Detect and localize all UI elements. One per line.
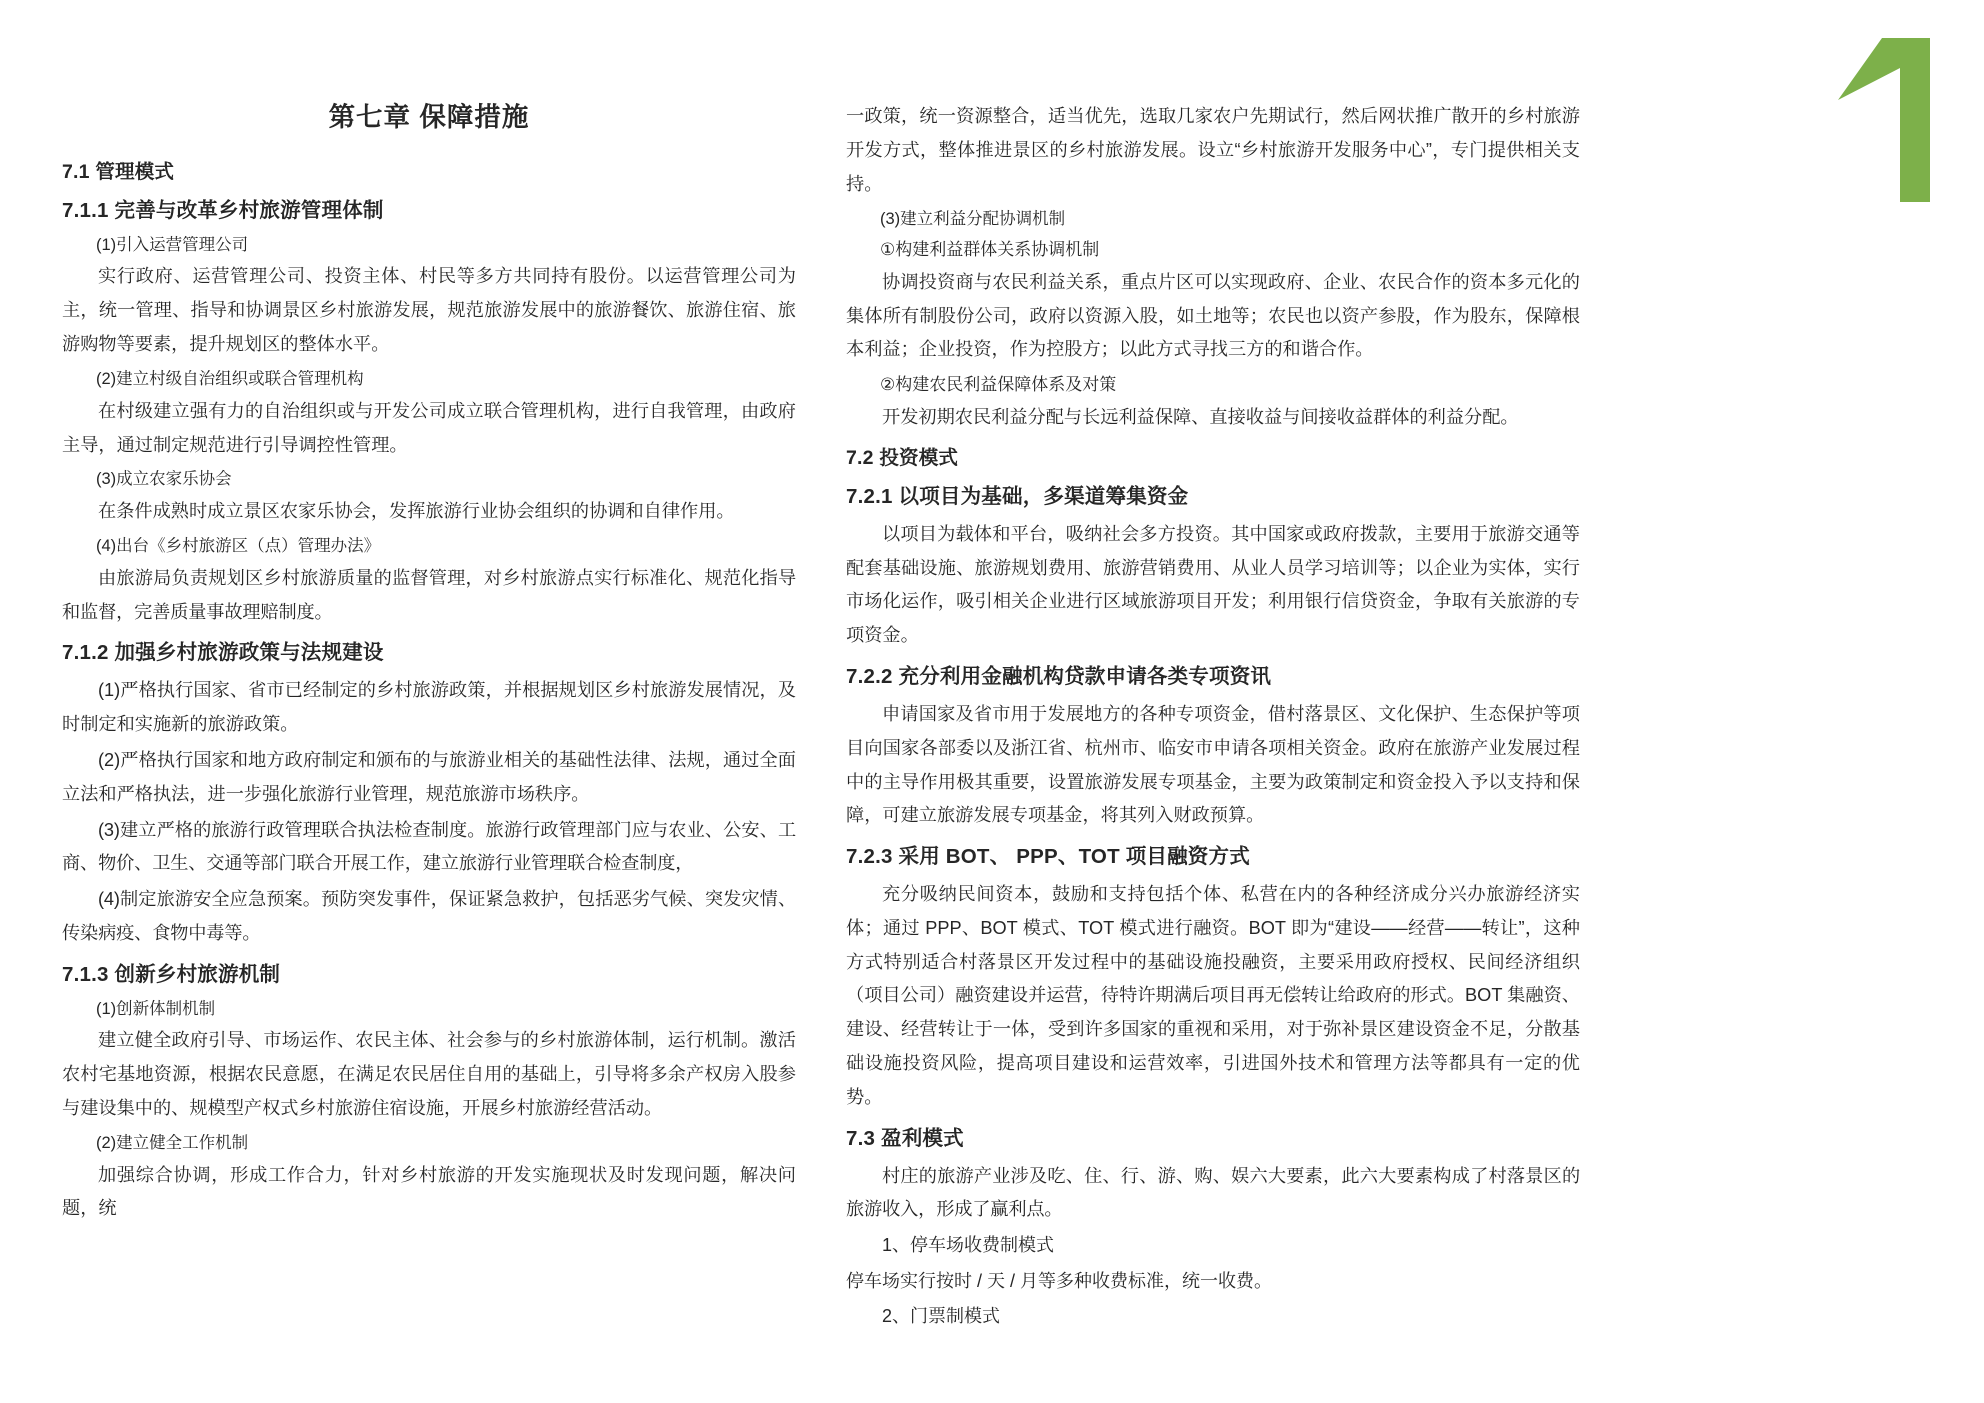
heading-7-1: 7.1 管理模式 xyxy=(62,160,175,183)
paragraph-continuation: 一政策，统一资源整合，适当优先，选取几家农户先期试行，然后网状推广散开的乡村旅游开发方式，整体推进景区的乡村旅游发展。设立“乡村旅游开发服务中心”，专门提供相关支持。 xyxy=(846,106,1580,194)
heading-7-2-1: 7.2.1 以项目为基础，多渠道筹集资金 xyxy=(846,484,1189,508)
right-circled-item-2: ②构建农民利益保障体系及对策 xyxy=(880,375,1117,395)
list-item-2: (2)建立村级自治组织或联合管理机构 xyxy=(96,370,364,389)
heading-7-3: 7.3 盈利模式 xyxy=(846,1126,964,1150)
right-paragraph-3: 以项目为载体和平台，吸纳社会多方投资。其中国家或政府拨款，主要用于旅游交通等配套基础设施、旅游规划费用、旅游营销费用、从业人员学习培训等；以企业为实体，实行市场化运作，吸引相关企业进行区域旅游项目开发；利用银行信贷资金，争取有关旅游的专项资金。 xyxy=(846,523,1580,646)
page-title: 第七章 保障措施 xyxy=(328,102,530,132)
right-list-item-3: (3)建立利益分配协调机制 xyxy=(880,209,1066,228)
paragraph-10: 加强综合协调，形成工作合力，针对乡村旅游的开发实施现状及时发现问题，解决问题，统 xyxy=(62,1164,796,1219)
heading-7-1-1: 7.1.1 完善与改革乡村旅游管理体制 xyxy=(62,199,384,223)
paragraph-6: (2)严格执行国家和地方政府制定和颁布的与旅游业相关的基础性法律、法规，通过全面立法和严格执法，进一步强化旅游行业管理，规范旅游市场秩序。 xyxy=(62,749,796,804)
list-item-6: (2)建立健全工作机制 xyxy=(96,1133,249,1152)
list-item-5: (1)创新体制机制 xyxy=(96,999,216,1018)
profit-mode-item-2: 2、门票制模式 xyxy=(882,1306,1001,1327)
paragraph-9: 建立健全政府引导、市场运作、农民主体、社会参与的乡村旅游体制，运行机制。激活农村宅基地资源，根据农民意愿，在满足农民居住自用的基础上，引导将多余产权房入股参与建设集中的、规模型产权式乡村旅游住宿设施，开展乡村旅游经营活动。 xyxy=(62,1030,796,1119)
right-circled-item-1: ①构建利益群体关系协调机制 xyxy=(880,240,1100,260)
heading-7-1-2: 7.1.2 加强乡村旅游政策与法规建设 xyxy=(62,641,384,665)
paragraph-3: 在条件成熟时成立景区农家乐协会，发挥旅游行业协会组织的协调和自律作用。 xyxy=(98,501,735,522)
heading-7-2: 7.2 投资模式 xyxy=(846,446,959,469)
right-paragraph-6: 村庄的旅游产业涉及吃、住、行、游、购、娱六大要素，此六大要素构成了村落景区的旅游收入，形成了赢利点。 xyxy=(846,1165,1580,1220)
heading-7-2-2: 7.2.2 充分利用金融机构贷款申请各类专项资讯 xyxy=(846,665,1272,689)
right-paragraph-5: 充分吸纳民间资本，鼓励和支持包括个体、私营在内的各种经济成分兴办旅游经济实体；通过 PPP、BOT 模式、TOT 模式进行融资。BOT 即为“建设——经营——转让”，这种方式特别适合村落景区开发过程中的基础设施投融资，主要采用政府授权、民间经济组织（项目公司）融资建设并运营，待特许期满后项目再无偿转让给政府的形式。BOT 集融资、建设、经营转让于一体，受到许多国家的重视和采用，对于弥补景区建设资金不足，分散基础设施投资风险，提高项目建设和运营效率，引进国外技术和管理方法等都具有一定的优势。 xyxy=(846,883,1580,1107)
paragraph-1: 实行政府、运营管理公司、投资主体、村民等多方共同持有股份。以运营管理公司为主，统一管理、指导和协调景区乡村旅游发展，规范旅游发展中的旅游餐饮、旅游住宿、旅游购物等要素，提升规划区的整体水平。 xyxy=(62,266,796,355)
paragraph-8: (4)制定旅游安全应急预案。预防突发事件，保证紧急救护，包括恶劣气候、突发灾情、传染病疫、食物中毒等。 xyxy=(62,889,796,944)
profit-mode-item-1-body: 停车场实行按时 / 天 / 月等多种收费标准，统一收费。 xyxy=(846,1270,1273,1291)
right-paragraph-2: 开发初期农民利益分配与长远利益保障、直接收益与间接收益群体的利益分配。 xyxy=(882,406,1519,427)
two-column-body xyxy=(62,100,1922,1336)
right-column xyxy=(846,100,1580,1336)
right-paragraph-4: 申请国家及省市用于发展地方的各种专项资金，借村落景区、文化保护、生态保护等项目向国家各部委以及浙江省、杭州市、临安市申请各项相关资金。政府在旅游产业发展过程中的主导作用极其重要，设置旅游发展专项基金，主要为政策制定和资金投入予以支持和保障，可建立旅游发展专项基金，将其列入财政预算。 xyxy=(846,703,1580,826)
paragraph-2: 在村级建立强有力的自治组织或与开发公司成立联合管理机构，进行自我管理，由政府主导，通过制定规范进行引导调控性管理。 xyxy=(62,400,796,455)
paragraph-5: (1)严格执行国家、省市已经制定的乡村旅游政策，并根据规划区乡村旅游发展情况，及时制定和实施新的旅游政策。 xyxy=(62,680,796,734)
list-item-4: (4)出台《乡村旅游区（点）管理办法》 xyxy=(96,536,381,555)
heading-7-2-3: 7.2.3 采用 BOT、 PPP、TOT 项目融资方式 xyxy=(846,845,1250,869)
paragraph-7: (3)建立严格的旅游行政管理联合执法检查制度。旅游行政管理部门应与农业、公安、工商、物价、卫生、交通等部门联合开展工作，建立旅游行业管理联合检查制度， xyxy=(62,819,796,874)
list-item-1: (1)引入运营管理公司 xyxy=(96,235,249,254)
paragraph-4: 由旅游局负责规划区乡村旅游质量的监督管理，对乡村旅游点实行标准化、规范化指导和监督，完善质量事故理赔制度。 xyxy=(62,567,796,622)
list-item-3: (3)成立农家乐协会 xyxy=(96,470,232,489)
right-paragraph-1: 协调投资商与农民利益关系，重点片区可以实现政府、企业、农民合作的资本多元化的集体所有制股份公司，政府以资源入股，如土地等；农民也以资产参股，作为股东，保障根本利益；企业投资，作为控股方；以此方式寻找三方的和谐合作。 xyxy=(846,271,1580,360)
heading-7-1-3: 7.1.3 创新乡村旅游机制 xyxy=(62,962,281,986)
profit-mode-item-1: 1、停车场收费制模式 xyxy=(882,1235,1055,1256)
left-column xyxy=(62,100,796,1336)
